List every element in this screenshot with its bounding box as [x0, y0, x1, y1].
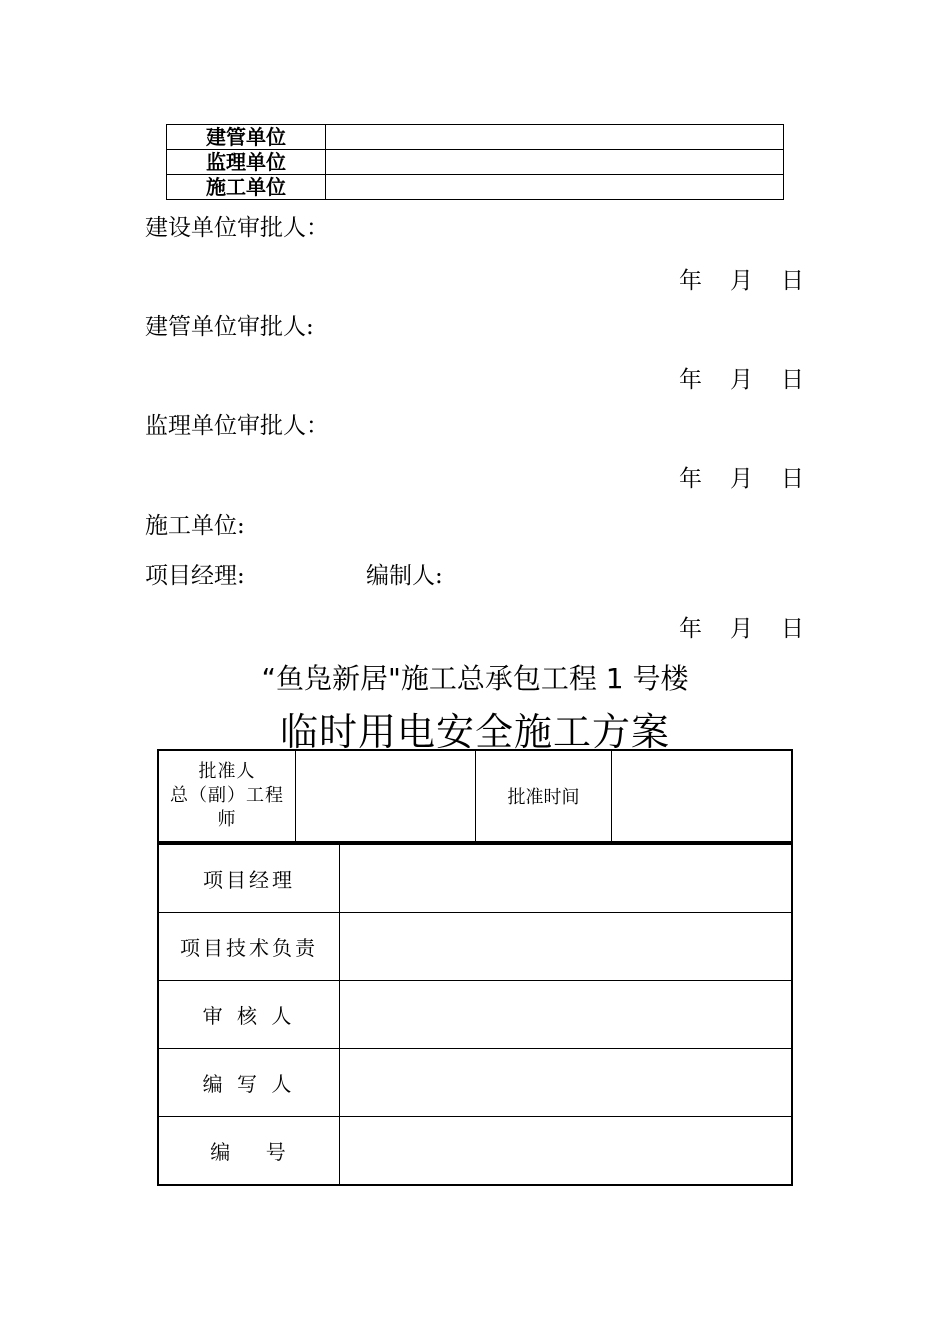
- signature-label: 项目经理: [159, 845, 340, 912]
- construction-unit-approver: 建设单位审批人：: [145, 215, 329, 241]
- date-month: 月: [730, 616, 753, 642]
- approver-label-line: 批准人: [198, 761, 256, 782]
- date-month: 月: [730, 466, 753, 492]
- signature-label: 编 写 人: [159, 1049, 340, 1116]
- date-year: 年: [679, 367, 702, 393]
- table-row: [167, 150, 784, 175]
- table-row: [167, 175, 784, 200]
- signature-label: 项目技术负责: [159, 913, 340, 980]
- date-line: [679, 460, 804, 493]
- date-year: 年: [679, 466, 702, 492]
- signature-value[interactable]: [340, 1117, 791, 1184]
- approver-label-line: 师: [217, 809, 237, 830]
- approver-label-cell: [159, 751, 296, 841]
- date-line: [679, 262, 804, 295]
- signature-label: 审 核 人: [159, 981, 340, 1048]
- table-row: [159, 845, 791, 913]
- table-row: [159, 1049, 791, 1117]
- unit-value[interactable]: [326, 175, 784, 200]
- signature-value[interactable]: [340, 845, 791, 912]
- document-title: 临时用电安全施工方案: [279, 710, 670, 754]
- date-year: 年: [679, 268, 702, 294]
- table-row: [159, 913, 791, 981]
- unit-label: 监理单位: [167, 150, 326, 175]
- table-row: [159, 981, 791, 1049]
- approver-value-cell[interactable]: [296, 751, 476, 841]
- unit-value[interactable]: [326, 150, 784, 175]
- unit-label: 建管单位: [167, 125, 326, 150]
- project-manager-label: 项目经理:: [145, 563, 245, 589]
- approval-time-label: 批准时间: [476, 751, 612, 841]
- date-line: [679, 361, 804, 394]
- supervision-unit-approver: 监理单位审批人：: [145, 413, 329, 439]
- compiler-label: 编制人:: [366, 563, 443, 589]
- unit-value[interactable]: [326, 125, 784, 150]
- date-month: 月: [730, 268, 753, 294]
- date-line: [679, 610, 804, 643]
- date-day: 日: [781, 616, 804, 642]
- approval-table: [157, 749, 793, 843]
- signature-label: 编 号: [159, 1117, 340, 1184]
- signature-table: [157, 842, 793, 1186]
- signature-value[interactable]: [340, 913, 791, 980]
- table-row: [159, 1117, 791, 1184]
- management-unit-approver: 建管单位审批人:: [145, 314, 314, 340]
- date-day: 日: [781, 466, 804, 492]
- signature-value[interactable]: [340, 1049, 791, 1116]
- document-subtitle: “鱼凫新居"施工总承包工程 1 号楼: [261, 662, 689, 695]
- units-table: [166, 124, 784, 200]
- date-year: 年: [679, 616, 702, 642]
- date-month: 月: [730, 367, 753, 393]
- approver-label-line: 总（副）工程: [170, 785, 284, 806]
- date-day: 日: [781, 268, 804, 294]
- signature-value[interactable]: [340, 981, 791, 1048]
- date-day: 日: [781, 367, 804, 393]
- table-row: [167, 125, 784, 150]
- construction-company: 施工单位:: [145, 513, 245, 539]
- unit-label: 施工单位: [167, 175, 326, 200]
- approval-time-value[interactable]: [612, 751, 791, 841]
